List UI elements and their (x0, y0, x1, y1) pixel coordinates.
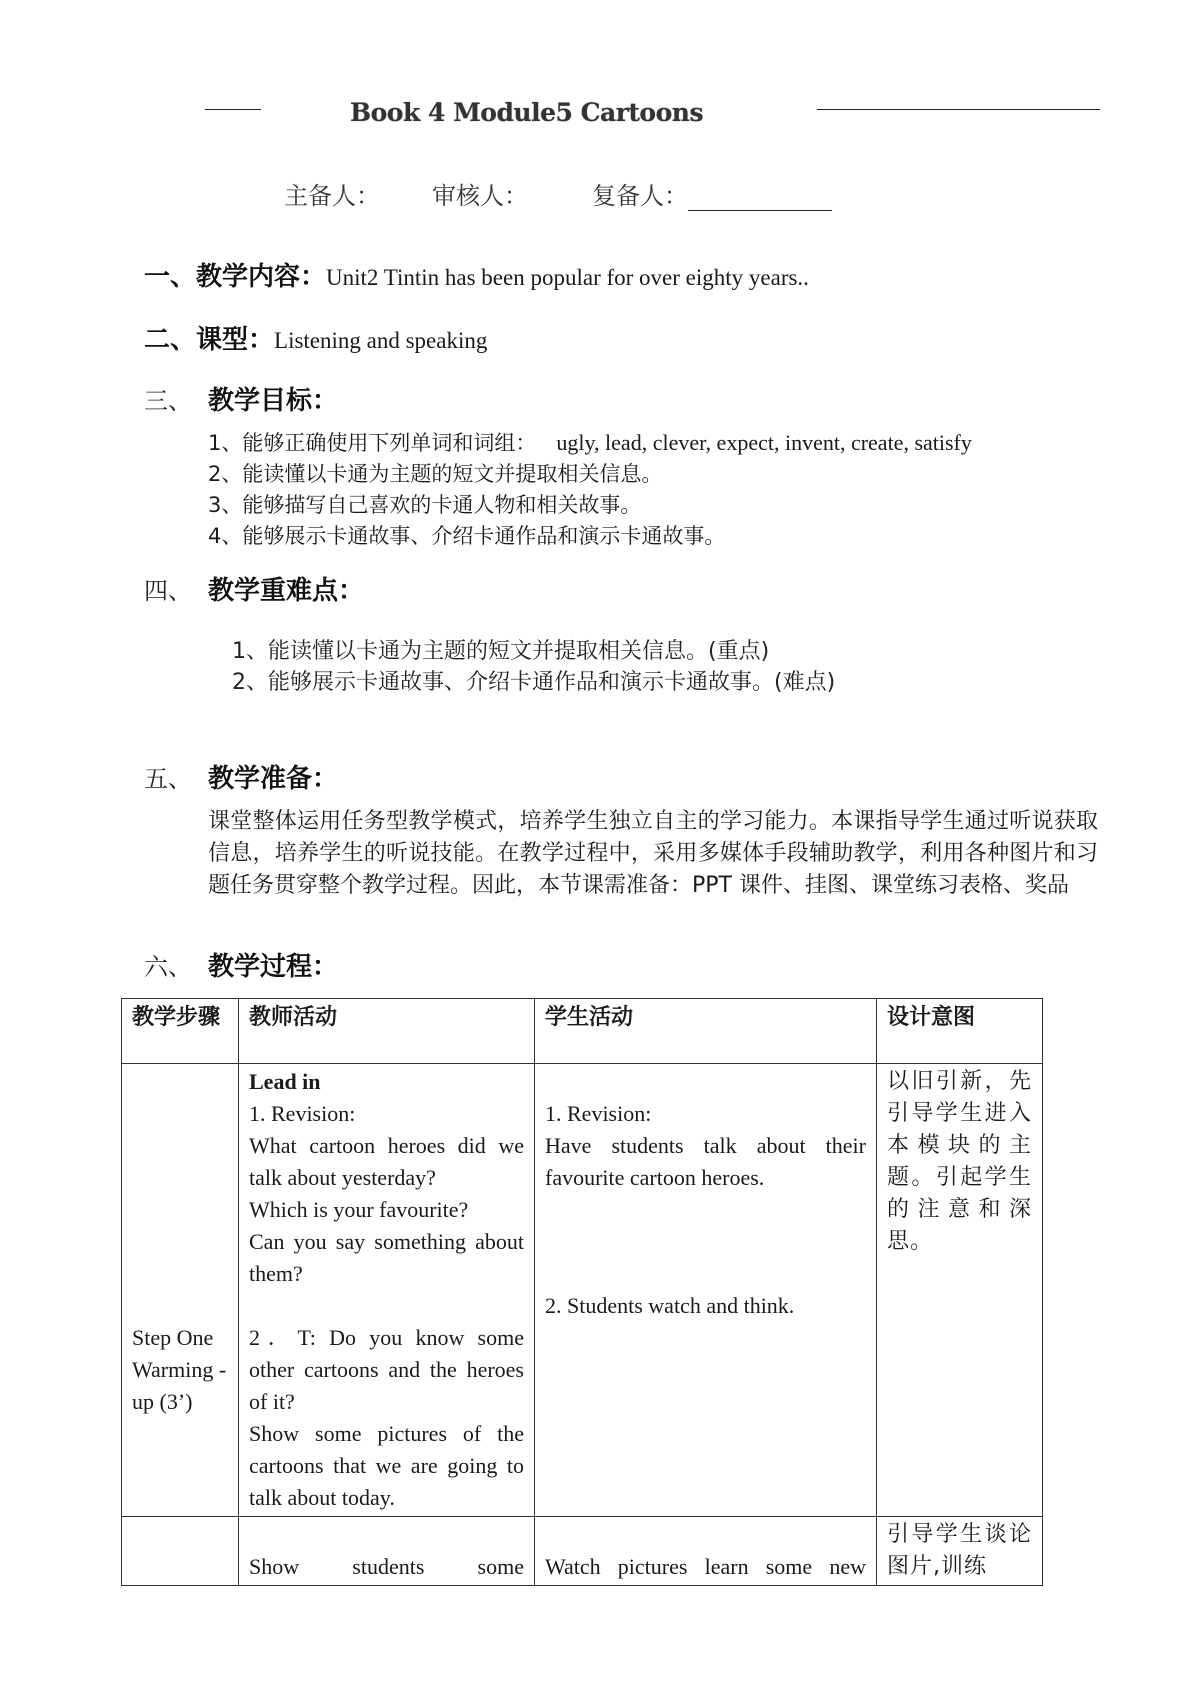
section-process (144, 946, 338, 983)
section-heading: 二、课型： (144, 325, 275, 355)
key-point-1: 1、能读懂以卡通为主题的短文并提取相关信息。(重点) (232, 639, 770, 664)
document-title: Book 4 Module5 Cartoons (350, 98, 704, 127)
header-student-activity: 学生活动 (535, 999, 877, 1064)
teaching-process-table (121, 998, 1043, 1586)
section-heading: 教学目标： (208, 386, 339, 416)
section-number: 五、 (144, 765, 192, 793)
preparation-paragraph: 课堂整体运用任务型教学模式，培养学生独立自主的学习能力。本课指导学生通过听说获取信息，培养学生的听说技能。在教学过程中，采用多媒体手段辅助教学，利用各种图片和习题任务贯穿整个教学过程。因此，本节课需准备：PPT 课件、挂图、课堂练习表格、奖品 (208, 809, 1098, 898)
section-key-points (144, 570, 364, 607)
section-number: 六、 (144, 953, 192, 981)
section-heading: 教学准备： (208, 764, 339, 794)
lead-preparer-label: 主备人： (284, 182, 380, 210)
objective-item-4: 4、能够展示卡通故事、介绍卡通作品和演示卡通故事。 (208, 524, 726, 548)
table-row (122, 1517, 1043, 1586)
teacher-activity-cell: Lead in 1. Revision: What cartoon heroes did we talk about yesterday? Which is your favourite? Can you say something about them? 2．T: Do you know some other cartoons and the heroes of it? Show some pictures of the cartoons that we are going to talk about today. (239, 1064, 535, 1517)
co-preparer-label: 复备人： (592, 182, 688, 210)
header-step: 教学步骤 (122, 999, 239, 1064)
objective-item-3: 3、能够描写自己喜欢的卡通人物和相关故事。 (208, 493, 642, 517)
step-cell: Step One Warming -up (3’) (122, 1064, 239, 1517)
reviewer-label: 审核人： (432, 182, 528, 210)
objective-item-2: 2、能读懂以卡通为主题的短文并提取相关信息。 (208, 462, 663, 486)
design-intent-cell: 以旧引新，先引导学生进入本模块的主题。引起学生的注意和深思。 (877, 1064, 1043, 1517)
section-text: Listening and speaking (274, 328, 488, 353)
header-design-intent: 设计意图 (877, 999, 1043, 1064)
objective-item-1: 1、能够正确使用下列单词和词组： ugly, lead, clever, expect, invent, create, satisfy (208, 430, 972, 455)
section-number: 三、 (144, 387, 192, 415)
student-activity-cell: Watch pictures learn some new (535, 1517, 877, 1586)
section-lesson-type (144, 319, 487, 356)
section-heading: 教学过程： (208, 952, 339, 982)
section-preparation (144, 758, 338, 795)
table-header-row (122, 999, 1043, 1064)
step-cell (122, 1517, 239, 1586)
header-right-rule (817, 109, 1100, 110)
teacher-activity-cell: Show students some (239, 1517, 535, 1586)
section-text: Unit2 Tintin has been popular for over eighty years.. (326, 265, 809, 290)
section-objectives (144, 380, 338, 417)
lead-in-title: Lead in (249, 1069, 321, 1094)
section-heading: 一、教学内容： (144, 262, 327, 292)
section-heading: 教学重难点： (208, 576, 365, 606)
header-left-rule (205, 109, 261, 110)
student-activity-cell: 1. Revision: Have students talk about their favourite cartoon heroes. 2. Students watch and think. (535, 1064, 877, 1517)
preparers-line (284, 176, 832, 211)
co-preparer-blank (688, 186, 832, 211)
design-intent-cell: 引导学生谈论图片,训练 (877, 1517, 1043, 1586)
difficult-point-2: 2、能够展示卡通故事、介绍卡通作品和演示卡通故事。(难点) (232, 670, 836, 695)
section-number: 四、 (144, 577, 192, 605)
table-row (122, 1064, 1043, 1517)
section-teaching-content (144, 256, 809, 293)
header-teacher-activity: 教师活动 (239, 999, 535, 1064)
